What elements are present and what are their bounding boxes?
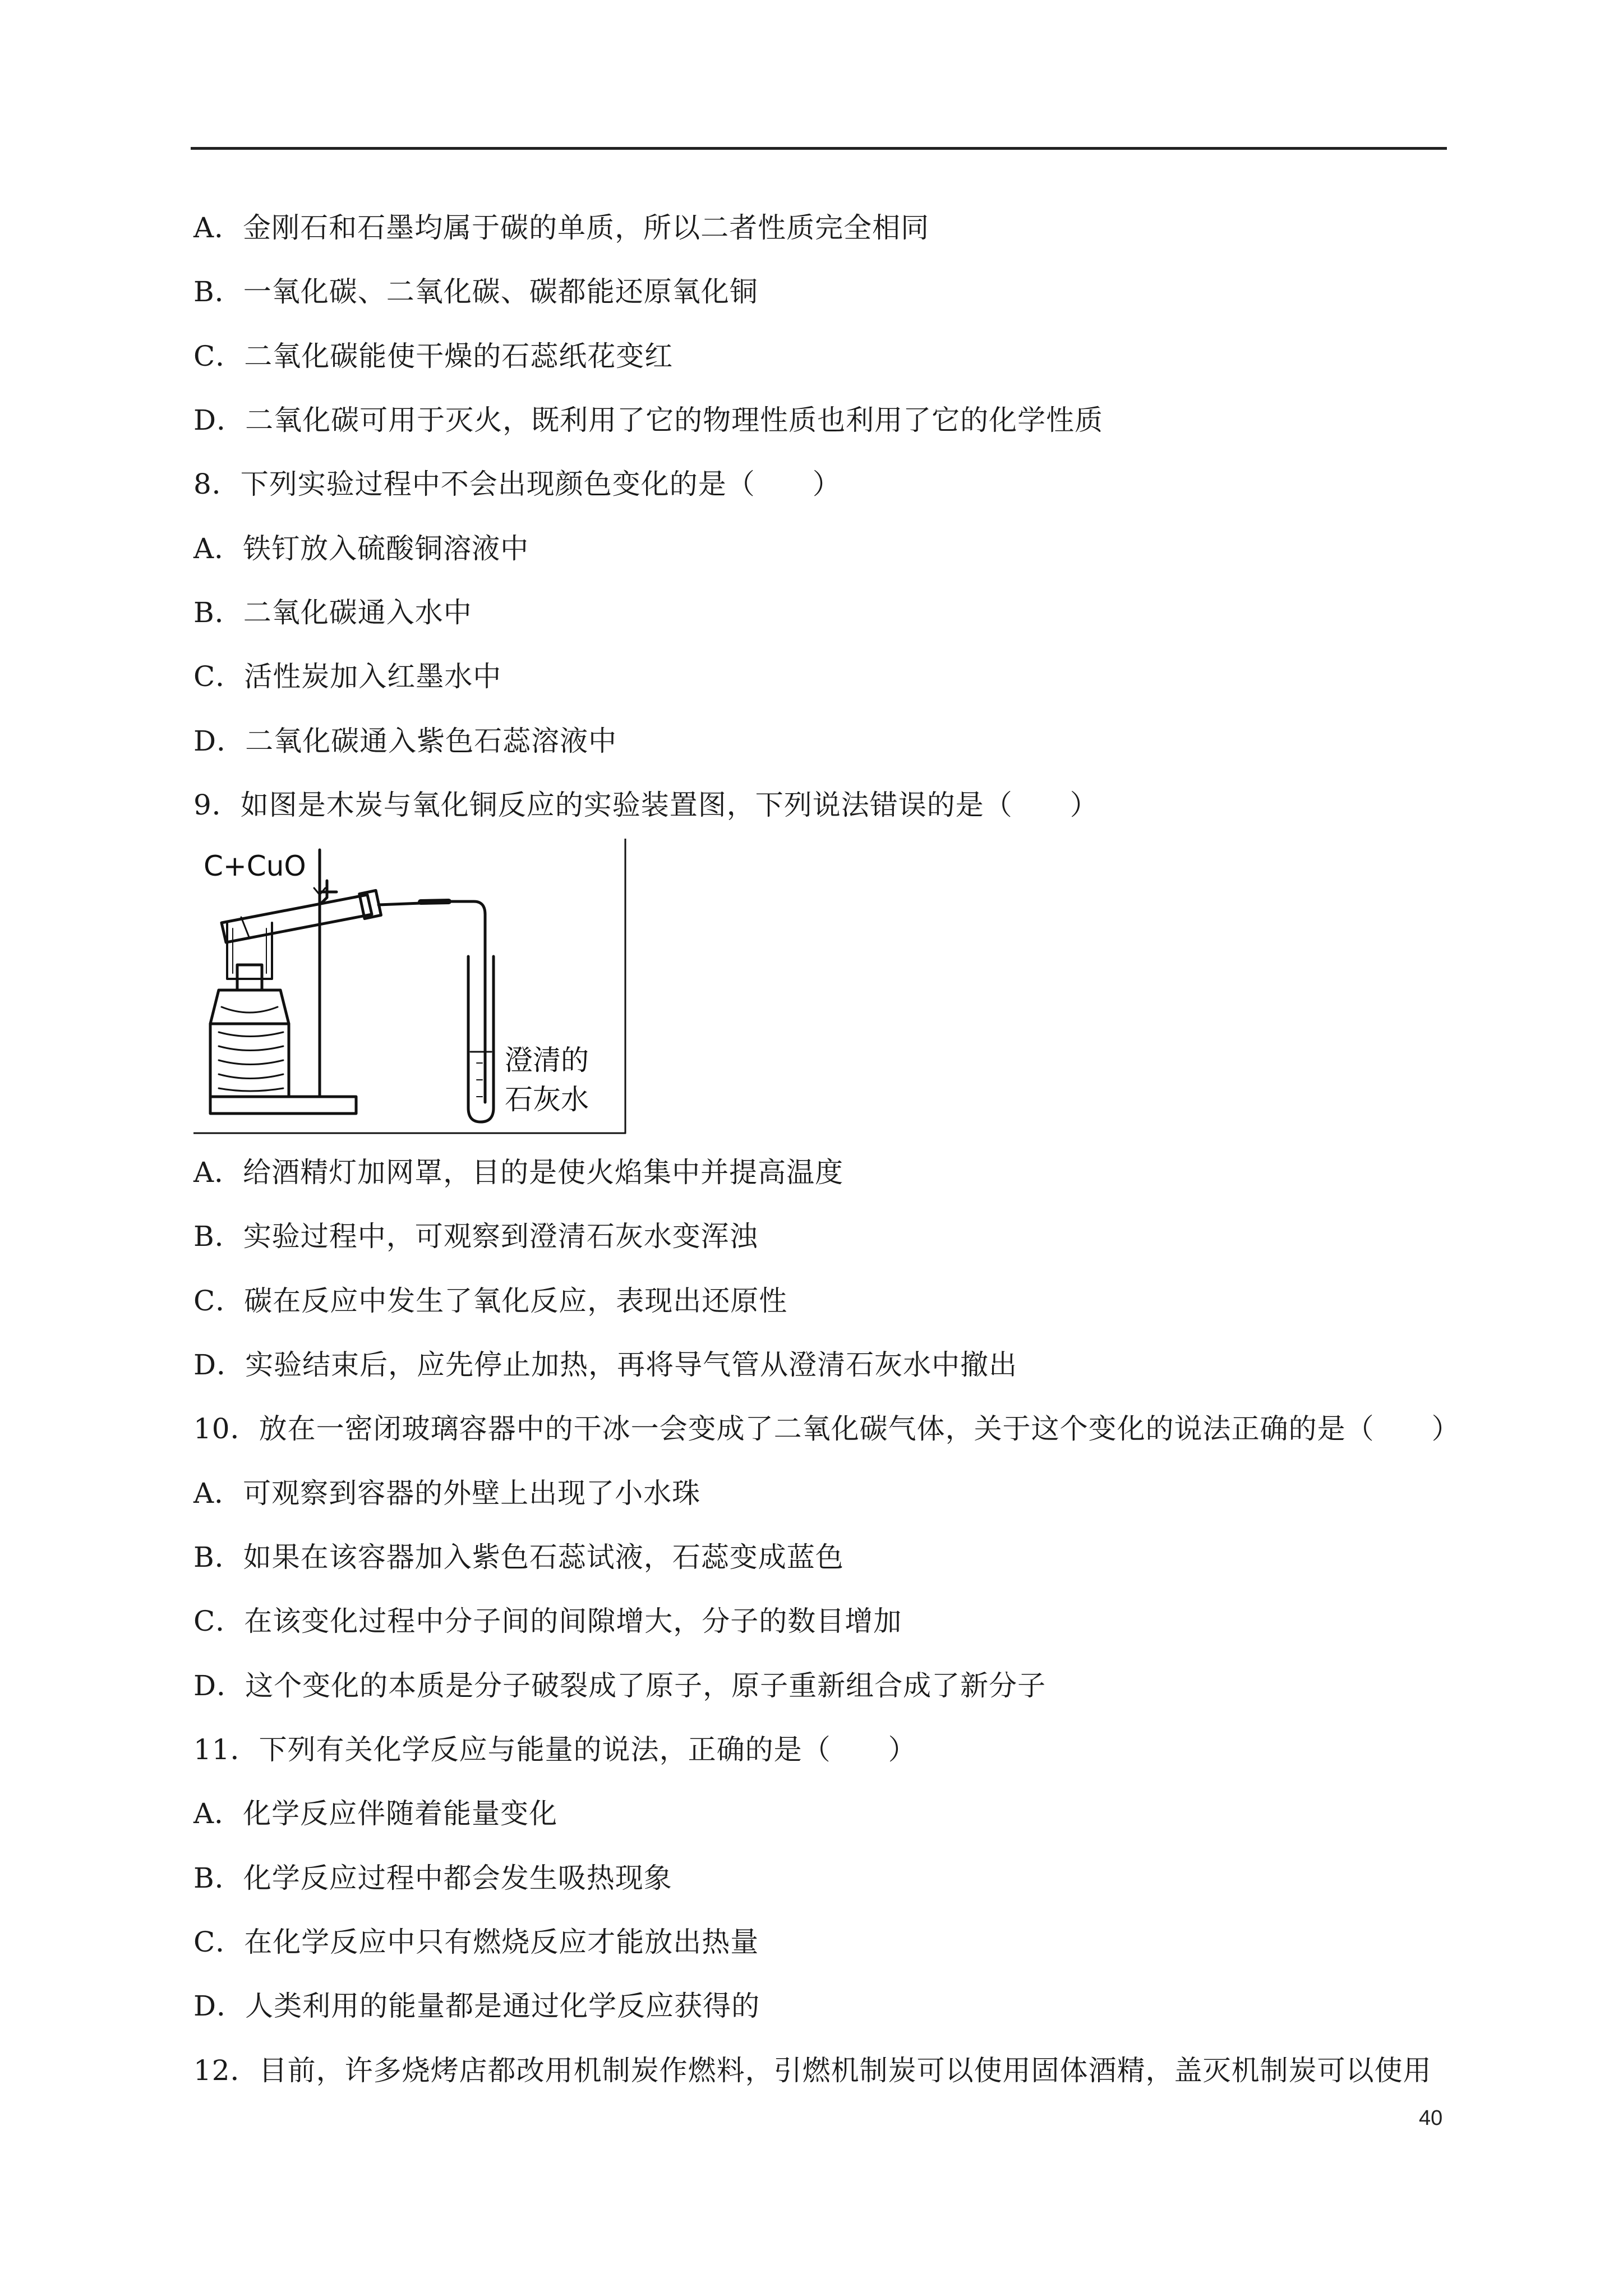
q9-option-c: C．碳在反应中发生了氧化反应，表现出还原性 [193, 1285, 788, 1317]
q8-stem: 8．下列实验过程中不会出现颜色变化的是（ ） [193, 468, 841, 500]
header-rule [191, 147, 1447, 150]
q11-option-b: B．化学反应过程中都会发生吸热现象 [193, 1862, 672, 1894]
q12-stem: 12．目前，许多烧烤店都改用机制炭作燃料，引燃机制炭可以使用固体酒精，盖灭机制炭可以使用 [193, 2054, 1432, 2087]
q7-option-b: B．一氧化碳、二氧化碳、碳都能还原氧化铜 [193, 275, 758, 308]
q10-option-b: B．如果在该容器加入紫色石蕊试液，石蕊变成蓝色 [193, 1541, 844, 1573]
q10-option-a: A．可观察到容器的外壁上出现了小水珠 [193, 1477, 701, 1510]
experiment-apparatus-figure [193, 839, 628, 1136]
q8-option-c: C．活性炭加入红墨水中 [193, 660, 502, 693]
limewater-label-line2: 石灰水 [505, 1083, 589, 1116]
q11-option-d: D．人类利用的能量都是通过化学反应获得的 [193, 1990, 760, 2022]
q8-option-b: B．二氧化碳通入水中 [193, 596, 472, 629]
q10-option-c: C．在该变化过程中分子间的间隙增大，分子的数目增加 [193, 1605, 902, 1637]
q11-option-c: C．在化学反应中只有燃烧反应才能放出热量 [193, 1926, 759, 1958]
q9-option-d: D．实验结束后，应先停止加热，再将导气管从澄清石灰水中撤出 [193, 1349, 1018, 1381]
page-number: 40 [1419, 2106, 1443, 2130]
q10-stem: 10．放在一密闭玻璃容器中的干冰一会变成了二氧化碳气体，关于这个变化的说法正确的是（ ） [193, 1412, 1460, 1445]
q9-option-a: A．给酒精灯加网罩，目的是使火焰集中并提高温度 [193, 1156, 844, 1189]
q11-option-a: A．化学反应伴随着能量变化 [193, 1797, 558, 1830]
q8-option-d: D．二氧化碳通入紫色石蕊溶液中 [193, 725, 617, 757]
q7-option-d: D．二氧化碳可用于灭火，既利用了它的物理性质也利用了它的化学性质 [193, 404, 1104, 436]
q9-stem: 9．如图是木炭与氧化铜反应的实验装置图，下列说法错误的是（ ） [193, 789, 1099, 821]
q7-option-a: A．金刚石和石墨均属于碳的单质，所以二者性质完全相同 [193, 211, 930, 244]
q8-option-a: A．铁钉放入硫酸铜溶液中 [193, 532, 529, 565]
q11-stem: 11．下列有关化学反应与能量的说法，正确的是（ ） [193, 1733, 917, 1766]
limewater-label-line1: 澄清的 [505, 1044, 589, 1076]
q10-option-d: D．这个变化的本质是分子破裂成了原子，原子重新组合成了新分子 [193, 1669, 1046, 1702]
reagent-label: C+CuO [204, 850, 306, 882]
q7-option-c: C．二氧化碳能使干燥的石蕊纸花变红 [193, 340, 674, 372]
q9-option-b: B．实验过程中，可观察到澄清石灰水变浑浊 [193, 1220, 758, 1253]
